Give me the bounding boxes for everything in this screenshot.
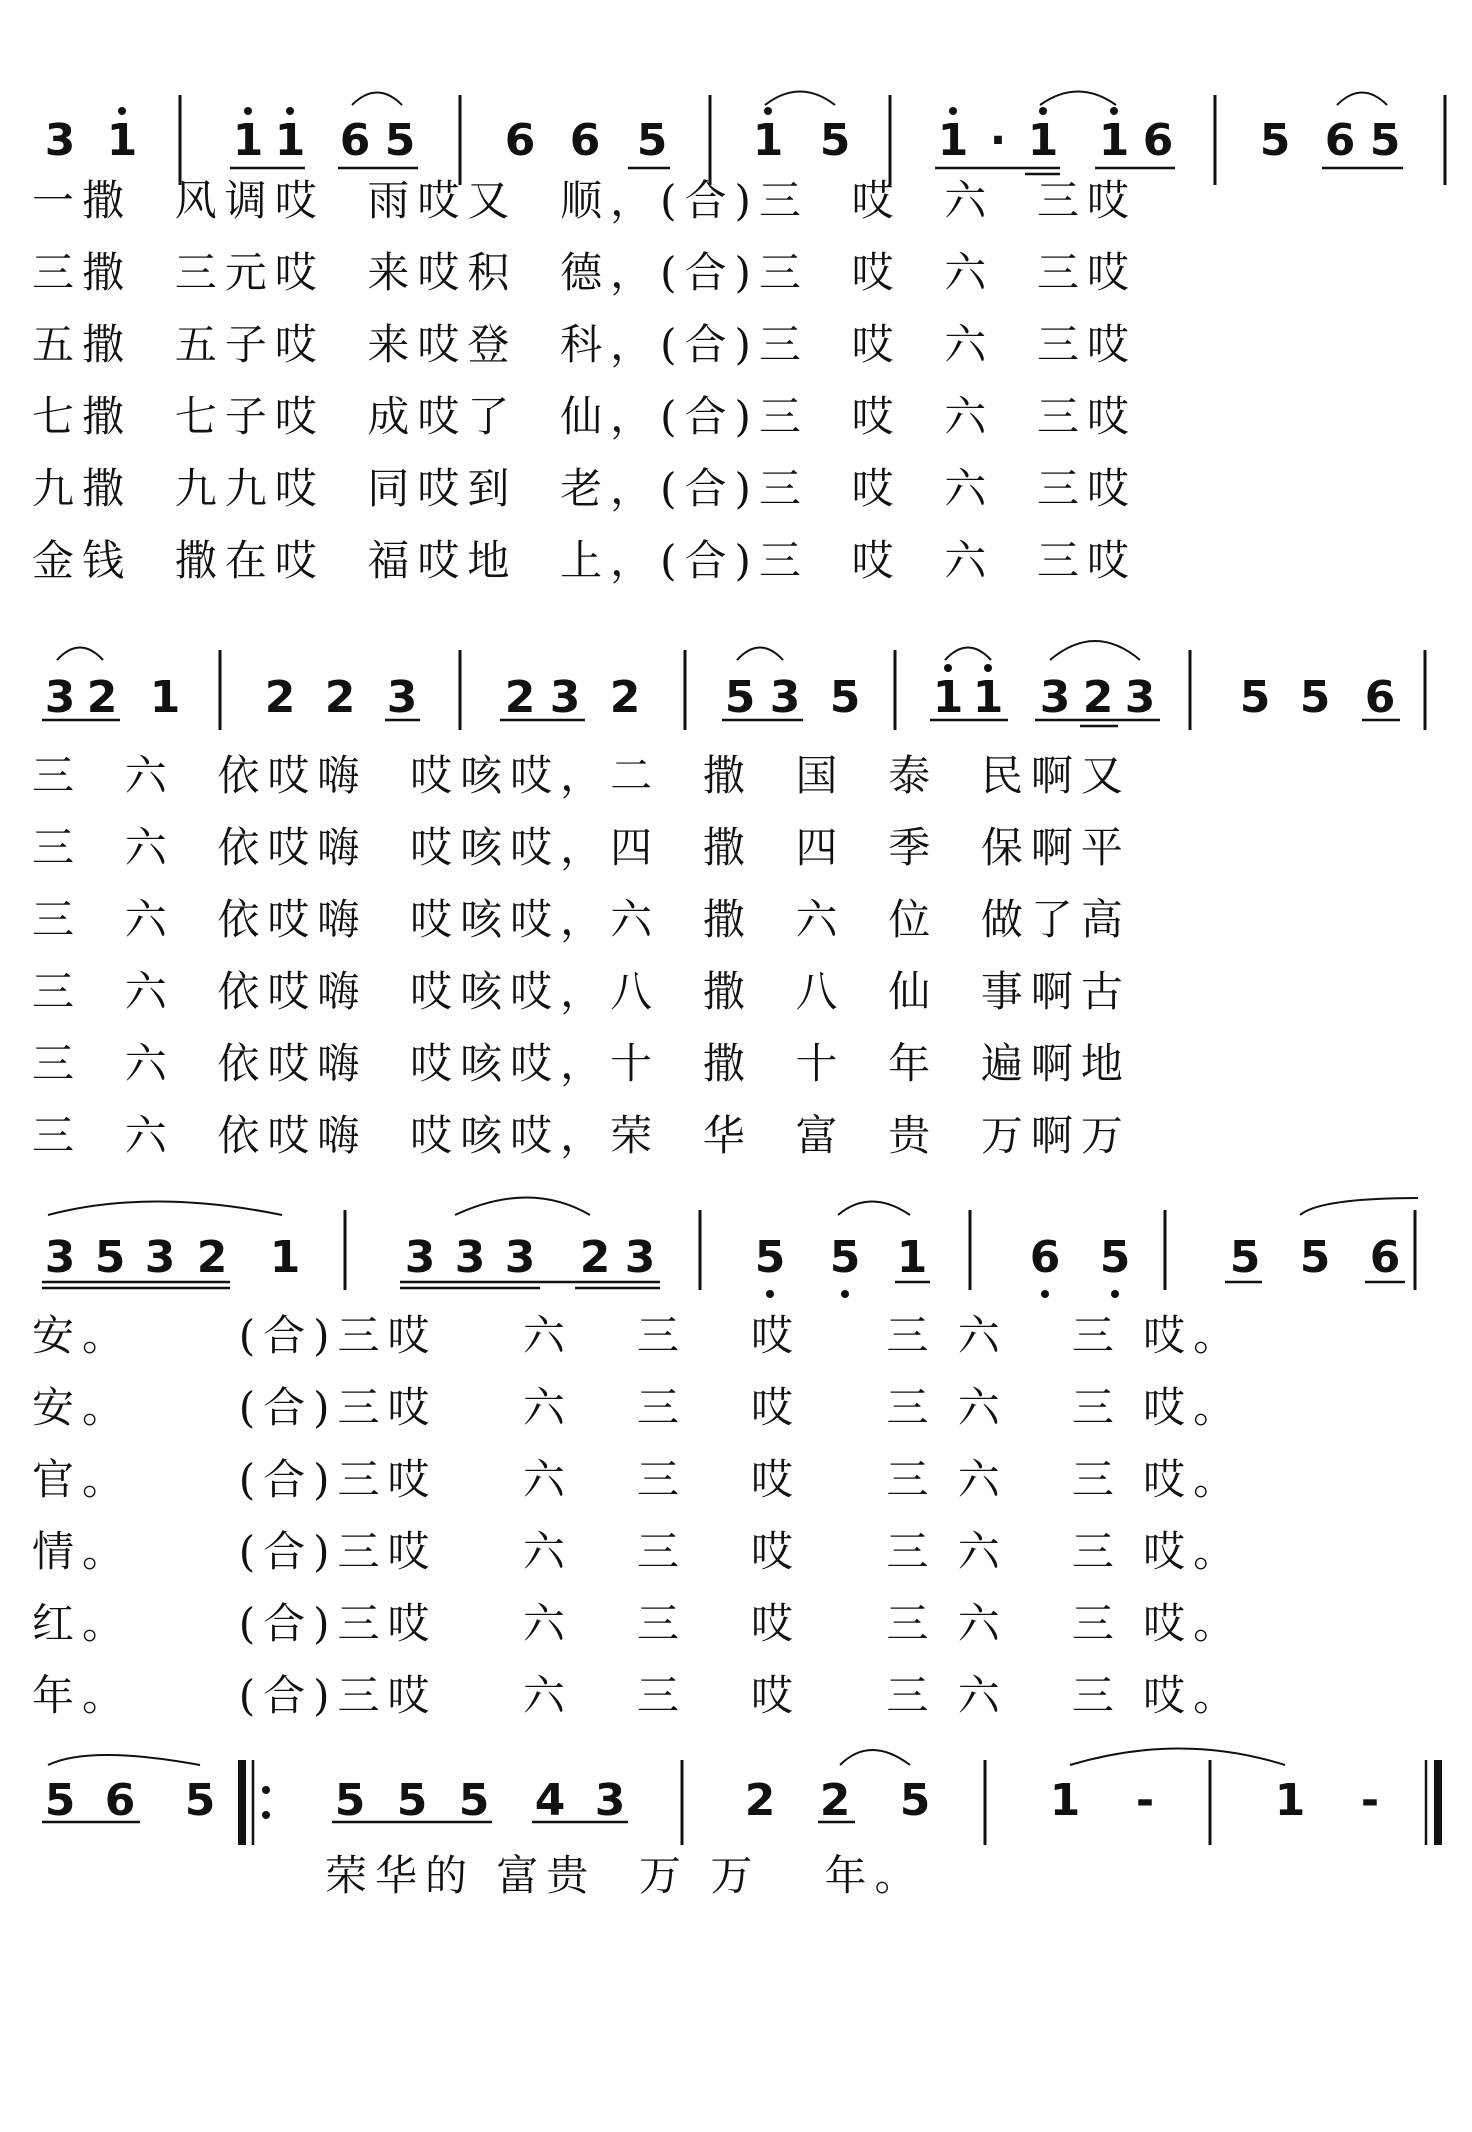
note: 2 — [744, 1775, 776, 1826]
note: 5 — [396, 1775, 428, 1826]
note: 3 — [404, 1232, 436, 1283]
system-1-lyrics — [32, 176, 1137, 585]
octave-dot-above — [286, 107, 294, 115]
note: 5 — [184, 1775, 216, 1826]
note: 5 — [1299, 1232, 1331, 1283]
octave-dot-above — [764, 107, 772, 115]
system-4-lyrics — [325, 1851, 924, 1900]
note: 3 — [44, 115, 76, 166]
note: 3 — [44, 672, 76, 723]
note: 1 — [937, 115, 969, 166]
octave-dot-above — [118, 107, 126, 115]
note: 5 — [1229, 1232, 1261, 1283]
system-2 — [32, 641, 1425, 1160]
note: 4 — [534, 1775, 566, 1826]
system-3-notes — [45, 1232, 1401, 1298]
note: 1 — [896, 1232, 928, 1283]
lyric-line: 金钱 撒在哎 福哎地 上，(合)三 哎 六 三哎 — [32, 536, 1137, 585]
note: 2 — [819, 1775, 851, 1826]
lyric-line: 五撒 五子哎 来哎登 科，(合)三 哎 六 三哎 — [32, 320, 1137, 369]
note: 5 — [724, 672, 756, 723]
octave-dot-below — [1041, 1290, 1049, 1298]
note: 5 — [1099, 1232, 1131, 1283]
slurs — [48, 1198, 1418, 1216]
note: 3 — [504, 1232, 536, 1283]
system-1 — [32, 92, 1445, 586]
note: 2 — [196, 1232, 228, 1283]
note: 5 — [829, 672, 861, 723]
note: - — [1360, 1775, 1380, 1826]
note: 5 — [1259, 115, 1291, 166]
note: 3 — [386, 672, 418, 723]
note: 5 — [819, 115, 851, 166]
note: 3 — [594, 1775, 626, 1826]
note: 2 — [504, 672, 536, 723]
slurs — [48, 1749, 1285, 1766]
lyric-line: 九撒 九九哎 同哎到 老，(合)三 哎 六 三哎 — [32, 464, 1137, 513]
lyric-line: 三 六 依哎嗨 哎咳哎，六 撒 六 位 做了高 — [32, 895, 1131, 944]
note: 3 — [769, 672, 801, 723]
note: 6 — [1142, 115, 1174, 166]
octave-dot-above — [949, 107, 957, 115]
lyric-line: 一撒 风调哎 雨哎又 顺，(合)三 哎 六 三哎 — [32, 176, 1137, 225]
note: 6 — [569, 115, 601, 166]
note: 2 — [1082, 672, 1114, 723]
note: 3 — [144, 1232, 176, 1283]
note: 3 — [1039, 672, 1071, 723]
octave-dot-above — [1110, 107, 1118, 115]
note: 3 — [624, 1232, 656, 1283]
system-2-lyrics — [32, 751, 1131, 1160]
system-2-notes — [45, 664, 1396, 723]
note: 5 — [754, 1232, 786, 1283]
repeat-start-sign — [242, 1760, 270, 1845]
system-1-notes — [45, 107, 1401, 166]
octave-dot-above — [944, 664, 952, 672]
note: 5 — [44, 1775, 76, 1826]
note: 3 — [44, 1232, 76, 1283]
note: 6 — [1364, 672, 1396, 723]
slurs — [352, 92, 1387, 106]
note: 6 — [1324, 115, 1356, 166]
note: 5 — [899, 1775, 931, 1826]
lyric-line: 情。 (合)三哎 六 三 哎 三 六 三 哎。 — [32, 1527, 1244, 1576]
note: 1 — [269, 1232, 301, 1283]
note: 1 — [274, 115, 306, 166]
note: 2 — [86, 672, 118, 723]
octave-dot-above — [244, 107, 252, 115]
note: 6 — [104, 1775, 136, 1826]
octave-dot-below — [841, 1290, 849, 1298]
note: 5 — [458, 1775, 490, 1826]
note: 1 — [149, 672, 181, 723]
note: - — [1135, 1775, 1155, 1826]
lyric-line: 荣华的 富贵 万 万 年。 — [325, 1851, 925, 1900]
lyric-line: 安。 (合)三哎 六 三 哎 三 六 三 哎。 — [32, 1383, 1244, 1432]
note: 1 — [1098, 115, 1130, 166]
lyric-line: 三 六 依哎嗨 哎咳哎，八 撒 八 仙 事啊古 — [32, 967, 1131, 1016]
note: 3 — [454, 1232, 486, 1283]
note: 5 — [636, 115, 668, 166]
note: 1 — [232, 115, 264, 166]
system-3-lyrics — [32, 1311, 1243, 1720]
underlines — [42, 1282, 1405, 1288]
note: 3 — [1124, 672, 1156, 723]
note: 5 — [829, 1232, 861, 1283]
lyric-line: 三 六 依哎嗨 哎咳哎，荣 华 富 贵 万啊万 — [32, 1111, 1131, 1160]
note: 2 — [609, 672, 641, 723]
note: 2 — [579, 1232, 611, 1283]
lyric-line: 三 六 依哎嗨 哎咳哎，二 撒 国 泰 民啊又 — [32, 751, 1131, 800]
note: 1 — [752, 115, 784, 166]
lyric-line: 七撒 七子哎 成哎了 仙，(合)三 哎 六 三哎 — [32, 392, 1137, 441]
lyric-line: 三 六 依哎嗨 哎咳哎，十 撒 十 年 遍啊地 — [32, 1039, 1131, 1088]
note: 5 — [94, 1232, 126, 1283]
note: 1 — [932, 672, 964, 723]
note: 1 — [1274, 1775, 1306, 1826]
note: 5 — [384, 115, 416, 166]
note: 6 — [504, 115, 536, 166]
lyric-line: 安。 (合)三哎 六 三 哎 三 六 三 哎。 — [32, 1311, 1244, 1360]
note: 6 — [1369, 1232, 1401, 1283]
octave-dot-above — [1039, 107, 1047, 115]
octave-dot-below — [1111, 1290, 1119, 1298]
final-barline — [1426, 1760, 1438, 1845]
note: 2 — [324, 672, 356, 723]
lyric-line: 年。 (合)三哎 六 三 哎 三 六 三 哎。 — [32, 1671, 1244, 1720]
lyric-line: 红。 (合)三哎 六 三 哎 三 六 三 哎。 — [32, 1599, 1244, 1648]
underlines — [230, 168, 1403, 174]
note: 5 — [334, 1775, 366, 1826]
note: 3 — [549, 672, 581, 723]
system-4 — [42, 1749, 1438, 1901]
note: 6 — [1029, 1232, 1061, 1283]
note: 1 — [1027, 115, 1059, 166]
underlines — [42, 720, 1400, 726]
note: 5 — [1239, 672, 1271, 723]
lyric-line: 官。 (合)三哎 六 三 哎 三 六 三 哎。 — [32, 1455, 1244, 1504]
note: 1 — [1049, 1775, 1081, 1826]
note: 2 — [264, 672, 296, 723]
note: · — [989, 115, 1007, 166]
lyric-line: 三撒 三元哎 来哎积 德，(合)三 哎 六 三哎 — [32, 248, 1137, 297]
note: 1 — [106, 115, 138, 166]
note: 1 — [972, 672, 1004, 723]
octave-dot-below — [766, 1290, 774, 1298]
octave-dot-above — [984, 664, 992, 672]
note: 5 — [1299, 672, 1331, 723]
lyric-line: 三 六 依哎嗨 哎咳哎，四 撒 四 季 保啊平 — [32, 823, 1131, 872]
system-3 — [32, 1198, 1418, 1721]
note: 5 — [1369, 115, 1401, 166]
note: 6 — [339, 115, 371, 166]
